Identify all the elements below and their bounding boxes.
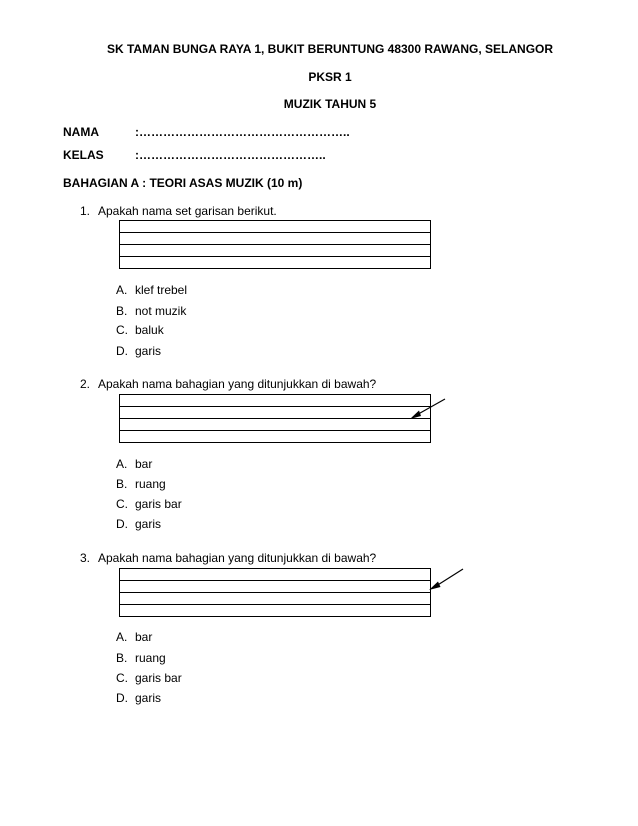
- option[interactable]: D. garis: [116, 691, 162, 705]
- question-number: 1.: [80, 204, 91, 218]
- staff-diagram-1: [119, 220, 431, 270]
- section-title: BAHAGIAN A : TEORI ASAS MUZIK (10 m): [63, 176, 303, 190]
- name-blank: :……………………………………………..: [135, 125, 350, 139]
- question-number: 3.: [80, 551, 91, 565]
- option[interactable]: D. garis: [116, 517, 162, 531]
- option[interactable]: B. ruang: [116, 651, 166, 665]
- option[interactable]: A. bar: [116, 457, 153, 471]
- option[interactable]: C. garis bar: [116, 671, 182, 685]
- option[interactable]: A. bar: [116, 630, 153, 644]
- question-2: [80, 377, 376, 391]
- option[interactable]: C. baluk: [116, 323, 164, 337]
- option[interactable]: D. garis: [116, 344, 162, 358]
- question-3: [80, 551, 376, 565]
- pointer-arrow-icon: [410, 399, 445, 419]
- question-text: Apakah nama bahagian yang ditunjukkan di bawah?: [98, 551, 377, 565]
- question-text: Apakah nama set garisan berikut.: [98, 204, 277, 218]
- name-label: NAMA: [63, 125, 99, 139]
- class-blank: :………………………………………..: [135, 148, 326, 162]
- staff-diagram-3: [119, 568, 469, 618]
- question-number: 2.: [80, 377, 91, 391]
- option[interactable]: B. not muzik: [116, 304, 187, 318]
- option[interactable]: B. ruang: [116, 477, 166, 491]
- question-1: [80, 204, 277, 218]
- subject-title: MUZIK TAHUN 5: [283, 97, 377, 111]
- class-label: KELAS: [63, 148, 104, 162]
- pointer-arrow-icon: [429, 569, 463, 590]
- option[interactable]: C. garis bar: [116, 497, 182, 511]
- question-text: Apakah nama bahagian yang ditunjukkan di bawah?: [98, 377, 377, 391]
- exam-title: PKSR 1: [308, 70, 352, 84]
- option[interactable]: A. klef trebel: [116, 283, 188, 297]
- school-header: SK TAMAN BUNGA RAYA 1, BUKIT BERUNTUNG 48300 RAWANG, SELANGOR: [106, 42, 554, 56]
- staff-diagram-2: [119, 394, 449, 444]
